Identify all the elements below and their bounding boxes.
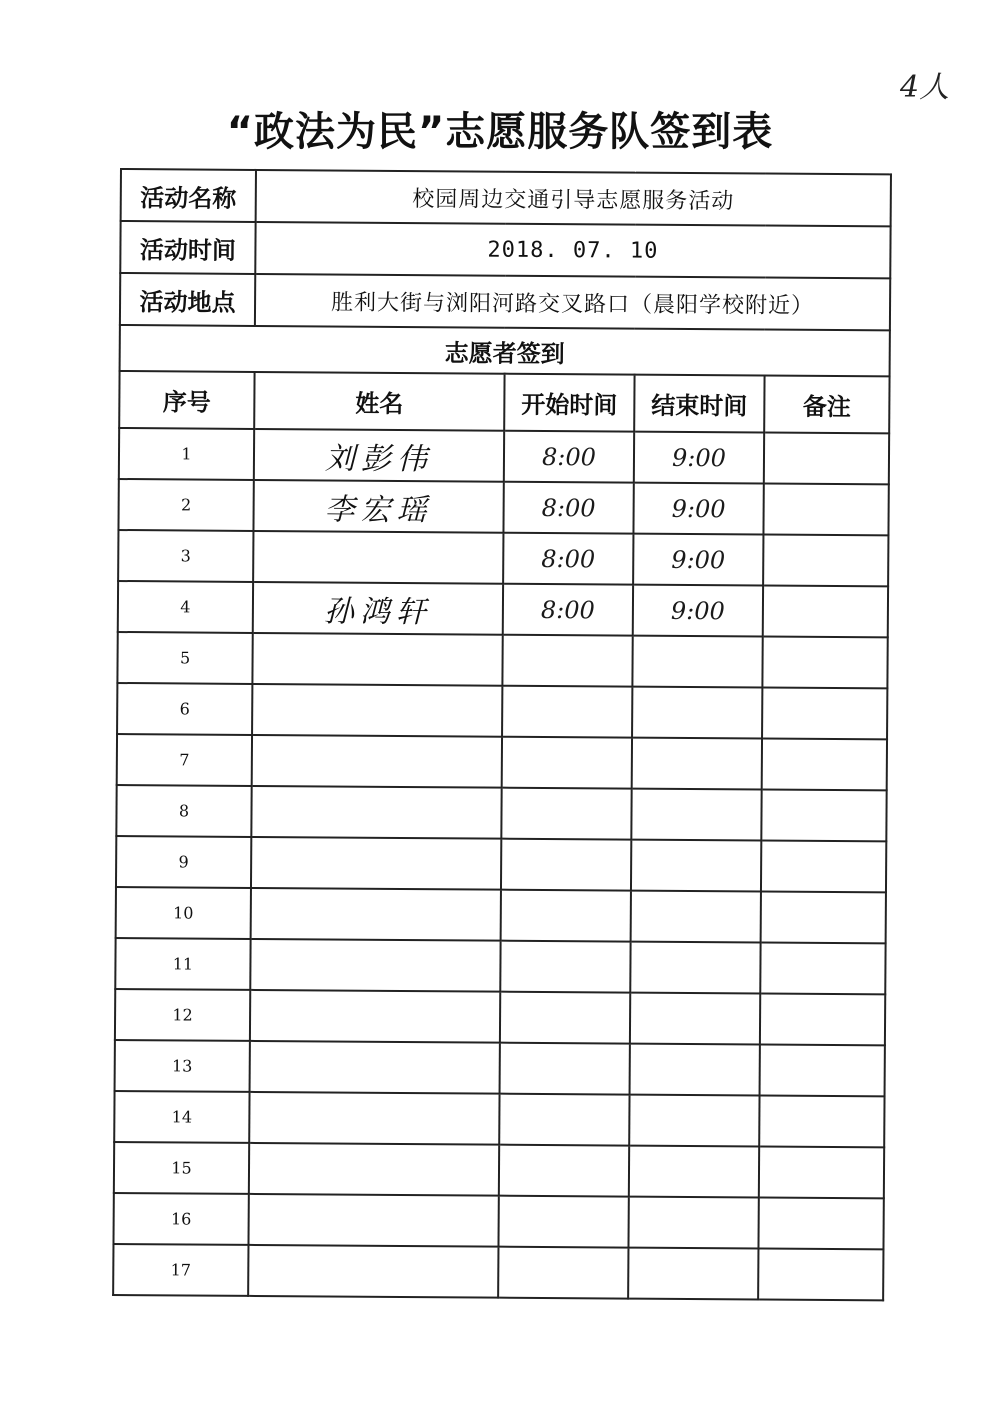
row-note	[762, 738, 887, 790]
row-start-time	[502, 635, 632, 687]
table-row	[118, 479, 888, 535]
table-row	[118, 581, 888, 637]
row-number: 6	[117, 683, 252, 735]
table-row	[116, 785, 886, 841]
table-row	[113, 1193, 883, 1249]
row-number: 7	[117, 734, 252, 786]
row-note	[760, 993, 885, 1045]
info-label: 活动地点	[120, 273, 255, 326]
row-number: 12	[115, 989, 250, 1041]
table-row	[115, 938, 885, 994]
row-number: 10	[116, 887, 251, 939]
row-number: 16	[113, 1193, 248, 1245]
row-end-time: 9:00	[633, 483, 763, 535]
table-row	[116, 887, 886, 943]
row-end-time	[630, 942, 760, 994]
row-number: 17	[113, 1244, 248, 1296]
row-name	[250, 1041, 500, 1094]
info-label: 活动时间	[120, 221, 255, 274]
row-start-time	[500, 992, 630, 1044]
row-start-time: 8:00	[503, 533, 633, 585]
row-name	[248, 1245, 498, 1298]
activity-location-value: 胜利大街与浏阳河路交叉路口（晨阳学校附近）	[255, 274, 890, 330]
row-note	[759, 1146, 884, 1198]
row-end-time	[630, 993, 760, 1045]
row-note	[758, 1248, 883, 1300]
row-start-time: 8:00	[503, 584, 633, 636]
row-start-time	[500, 1043, 630, 1095]
sign-in-sheet	[112, 168, 890, 1320]
table-row	[114, 1091, 884, 1147]
row-number: 5	[117, 632, 252, 684]
row-start-time	[501, 890, 631, 942]
table-row	[113, 1244, 883, 1300]
info-row-activity-name	[121, 169, 891, 226]
row-start-time: 8:00	[504, 431, 634, 483]
column-header-end: 结束时间	[634, 375, 764, 433]
info-label: 活动名称	[121, 169, 256, 222]
row-start-time	[498, 1247, 628, 1299]
row-end-time	[629, 1095, 759, 1147]
row-end-time: 9:00	[633, 534, 763, 586]
row-end-time	[631, 789, 761, 841]
row-name	[253, 531, 503, 584]
row-start-time	[502, 686, 632, 738]
row-number: 15	[114, 1142, 249, 1194]
row-name	[252, 633, 502, 686]
row-name	[252, 684, 502, 737]
table-row	[117, 632, 887, 688]
table-row	[115, 1040, 885, 1096]
table-row	[116, 836, 886, 892]
row-end-time: 9:00	[633, 585, 763, 637]
row-start-time: 8:00	[503, 482, 633, 534]
row-start-time	[499, 1145, 629, 1197]
handwritten-count-note: 4人	[900, 70, 950, 105]
row-name: 刘彭伟	[254, 429, 504, 482]
row-number: 1	[119, 428, 254, 480]
column-header-no: 序号	[119, 371, 254, 429]
column-header-start: 开始时间	[504, 374, 634, 432]
table-row	[117, 683, 887, 739]
row-end-time	[632, 636, 762, 688]
section-row	[120, 325, 890, 376]
row-end-time	[629, 1146, 759, 1198]
row-end-time	[628, 1197, 758, 1249]
row-start-time	[498, 1196, 628, 1248]
row-number: 14	[114, 1091, 249, 1143]
row-end-time	[632, 738, 762, 790]
row-note	[762, 636, 887, 688]
activity-time-value: 2018. 07. 10	[255, 222, 890, 278]
row-start-time	[501, 788, 631, 840]
row-note	[761, 891, 886, 943]
row-start-time	[499, 1094, 629, 1146]
row-note	[761, 789, 886, 841]
row-note	[759, 1095, 884, 1147]
column-header-name: 姓名	[254, 372, 504, 431]
row-number: 9	[116, 836, 251, 888]
row-start-time	[502, 737, 632, 789]
column-header-row	[119, 371, 889, 433]
row-end-time	[632, 687, 762, 739]
row-number: 2	[118, 479, 253, 531]
row-name	[250, 939, 500, 992]
row-note	[762, 687, 887, 739]
row-name	[249, 1143, 499, 1196]
page-title: “政法为民”志愿服务队签到表	[226, 109, 774, 155]
row-note	[760, 942, 885, 994]
table-row	[117, 734, 887, 790]
row-number: 3	[118, 530, 253, 582]
row-note	[764, 433, 889, 485]
row-name: 李宏瑶	[253, 480, 503, 533]
row-note	[761, 840, 886, 892]
table-row	[115, 989, 885, 1045]
table-row	[118, 530, 888, 586]
row-note	[763, 585, 888, 637]
row-name	[250, 990, 500, 1043]
row-note	[763, 484, 888, 536]
sign-in-table	[112, 168, 892, 1301]
row-end-time	[631, 891, 761, 943]
section-title: 志愿者签到	[120, 325, 890, 376]
row-name	[249, 1092, 499, 1145]
row-name	[251, 786, 501, 839]
row-end-time	[630, 1044, 760, 1096]
row-name	[251, 888, 501, 941]
column-header-note: 备注	[764, 376, 889, 434]
info-row-activity-time	[120, 221, 890, 278]
row-note	[758, 1197, 883, 1249]
row-end-time	[628, 1248, 758, 1300]
row-start-time	[501, 839, 631, 891]
info-row-activity-location	[120, 273, 890, 330]
table-row	[114, 1142, 884, 1198]
row-note	[760, 1044, 885, 1096]
row-number: 13	[115, 1040, 250, 1092]
table-row	[119, 428, 889, 484]
row-name	[252, 735, 502, 788]
row-start-time	[500, 941, 630, 993]
row-end-time	[631, 840, 761, 892]
row-note	[763, 535, 888, 587]
row-number: 8	[116, 785, 251, 837]
row-number: 4	[118, 581, 253, 633]
row-name: 孙鸿轩	[253, 582, 503, 635]
row-name	[251, 837, 501, 890]
row-name	[248, 1194, 498, 1247]
row-end-time: 9:00	[634, 432, 764, 484]
activity-name-value: 校园周边交通引导志愿服务活动	[256, 170, 891, 226]
row-number: 11	[115, 938, 250, 990]
